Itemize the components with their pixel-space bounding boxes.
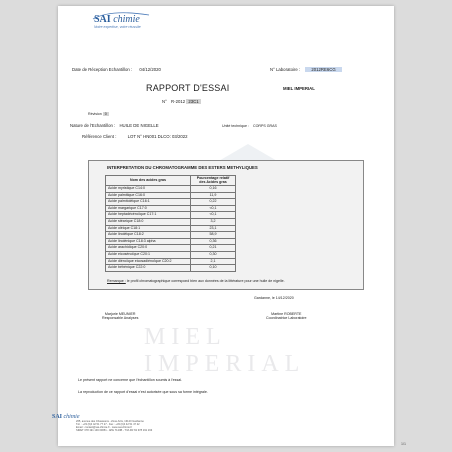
acid-name-cell: Acide eicosénoïque C20:1 [106,251,191,258]
acid-name-cell: Acide myristique C14:0 [106,186,191,193]
sai-chimie-logo [94,14,141,29]
right-signatory-role: Coordinatrice Laboratoire [266,316,307,320]
footer-brand-main: SAI [52,414,63,420]
revision-row [88,112,109,116]
acid-value-cell: 0,16 [191,186,236,193]
report-number-suffix: 23C1 [188,99,199,104]
client-reference-row [82,134,188,139]
acid-name-cell: Acide palmitoléique C16:1 [106,199,191,206]
table-header-row [106,176,236,186]
report-number-value: R-2012 [171,99,186,104]
left-signatory-name: Marjorie MEUNIER [104,312,136,316]
table-row [106,212,236,219]
table-row [106,265,236,272]
signature-place-date: Gardanne, le 14/12/2020 [254,296,294,300]
table-row [106,199,236,206]
acid-name-cell: Acide diénoïque eicosadiénoïque C20:2 [106,258,191,265]
reproduction-note: La reproduction de ce rapport d'essai n'est autorisée que sous sa forme intégrale. [78,390,208,394]
acid-name-cell: Acide arachidique C20:0 [106,245,191,252]
client-reference-label: Référence Client : [82,134,117,139]
sample-nature-value: HUILE DE NIGELLE [119,123,159,128]
logo-swoosh-icon [91,11,151,21]
acid-value-cell: 0,30 [191,251,236,258]
table-row [106,232,236,239]
technical-unit-label: Unité technique : [222,124,249,128]
table-row [106,251,236,258]
table-row [106,245,236,252]
footer-line: Email : contact@sai-chimie.fr - www.sai-chimie.fr [76,426,133,430]
acid-name-cell: Acide oléique C18:1 [106,225,191,232]
acid-value-cell: 0,22 [191,199,236,206]
acid-name-cell: Acide béhénique C22:0 [106,265,191,272]
watermark-text: MIEL IMPERIAL [144,324,306,377]
acid-name-cell: Acide stéarique C18:0 [106,218,191,225]
report-number-label: N° [162,99,167,104]
acid-value-cell: 58,9 [191,232,236,239]
column-header-value-line1: Pourcentage relatif [196,175,230,180]
column-header-name: Nom des acides gras [106,176,191,186]
report-page [58,6,406,446]
acid-value-cell: 2,1 [191,258,236,265]
table-row [106,218,236,225]
table-row [106,258,236,265]
acid-value-cell: <0,1 [191,212,236,219]
reception-date-label: Date de Réception Echantillon : [72,67,133,72]
reception-date-row [72,67,161,72]
scope-note: Le présent rapport ne concerne que l'échantillon soumis à l'essai. [78,378,183,382]
footer-address [76,420,152,432]
acid-value-cell: 0,36 [191,238,236,245]
acid-name-cell: Acide palmitique C16:0 [106,192,191,199]
acid-name-cell: Acide linolénique C18:3 alpha [106,238,191,245]
table-row [106,205,236,212]
fatty-acid-table [105,175,236,272]
remark-text: le profil chromatographique correspond bien aux données de la littérature pour une huile de nigelle. [126,279,285,283]
technical-unit-value: CORPS GRAS [252,124,277,128]
report-number-row [162,99,201,104]
page-number: 1/1 [401,442,406,446]
right-signatory [266,312,307,320]
acid-name-cell: Acide linoléique C18:2 [106,232,191,239]
footer-line: 265, avenue des Chasséens - Zone Artis, 13120 Gardanne [76,420,144,423]
acid-value-cell: 0,10 [191,265,236,272]
client-reference-value: LOT N° HN001 DLCO: 03/2022 [127,134,188,139]
revision-value: 0 [104,112,107,116]
acid-name-cell: Acide margarique C17:0 [106,205,191,212]
table-row [106,238,236,245]
technical-unit-row [222,124,277,128]
logo-brand-secondary: chimie [113,14,140,25]
reception-date-value: 04/12/2020 [139,67,161,72]
sample-nature-row [70,123,159,128]
logo-tagline: Notre expertise, votre réussite [94,25,141,29]
lab-number-label: N° Laboratoire : [270,67,301,72]
acid-name-cell: Acide heptadécénoïque C17:1 [106,212,191,219]
table-row [106,225,236,232]
report-title: RAPPORT D'ESSAI [146,83,230,93]
acid-value-cell: 11,9 [191,192,236,199]
chromatogram-panel [88,160,364,290]
footer-line: SIRET 378 191 193 00051 - APE 7120B - TVA FR 63 378 191 193 [76,429,153,433]
table-row [106,192,236,199]
footer-line: Tél. : +33 (0)4 42 51 77 27 - Fax : +33 (0)4 42 51 47 22 [76,423,140,427]
acid-value-cell: 3,2 [191,218,236,225]
lab-number-row [270,67,342,72]
client-name: MIEL IMPERIAL [283,86,315,91]
table-row [106,186,236,193]
right-signatory-name: Martine ROBERTE [271,312,302,316]
footer-brand-secondary: chimie [63,414,80,420]
remark [107,279,347,284]
panel-title: INTERPRETATION DU CHROMATOGRAMME DES ESTERS METHYLIQUES [107,165,258,170]
sample-nature-label: Nature de l'Echantillon : [70,123,116,128]
left-signatory [102,312,138,320]
revision-label: Révision [88,112,102,116]
lab-number-value: 2012RE6CG [305,67,341,72]
column-header-value-line2: des Acides gras [199,179,227,184]
left-signatory-role: Responsable Analyses [102,316,139,320]
remark-label: Remarque : [107,279,126,283]
acid-value-cell: 23,1 [191,225,236,232]
acid-value-cell: 0,21 [191,245,236,252]
acid-value-cell: <0,1 [191,205,236,212]
logo-brand-main: SAI [94,14,111,25]
column-header-value [191,176,236,186]
